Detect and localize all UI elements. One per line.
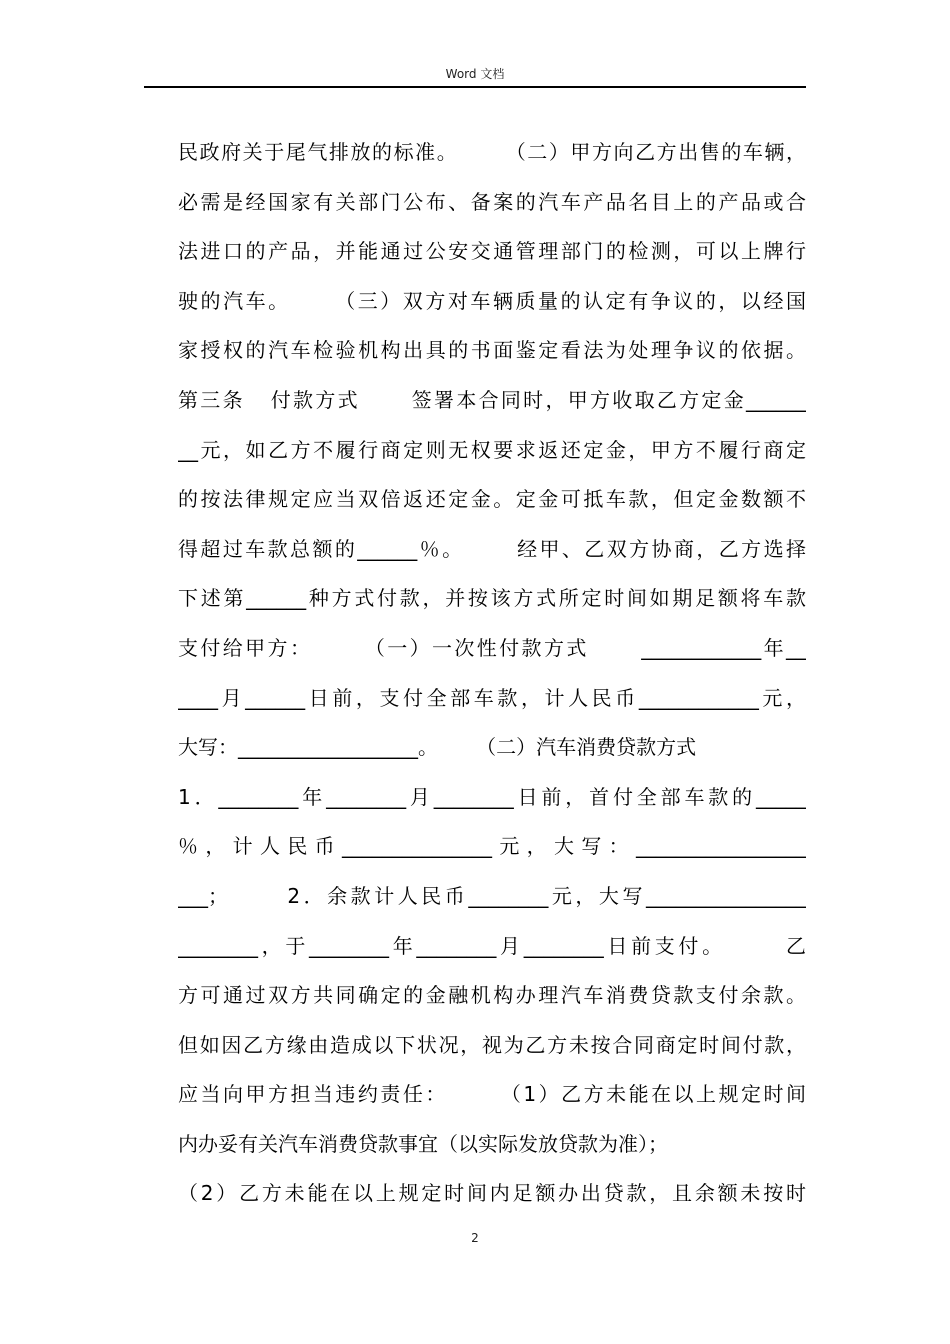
page-number: 2 — [471, 1231, 479, 1245]
text-line: 得超过车款总额的______％。 经甲、乙双方协商，乙方选择 — [178, 536, 806, 561]
text-line: 方可通过双方共同确定的金融机构办理汽车消费贷款支付余款。 — [178, 983, 806, 1008]
text-line: 必需是经国家有关部门公布、备案的汽车产品名目上的产品或合 — [178, 189, 806, 214]
text-line: 第三条 付款方式 签署本合同时，甲方收取乙方定金______ — [178, 387, 806, 412]
text-line: 应当向甲方担当违约责任： （1）乙方未能在以上规定时间 — [178, 1082, 806, 1107]
text-line: 下述第______种方式付款，并按该方式所定时间如期足额将车款 — [178, 586, 806, 611]
text-line: 的按法律规定应当双倍返还定金。定金可抵车款，但定金数额不 — [178, 487, 806, 512]
text-line: 驶的汽车。 （三）双方对车辆质量的认定有争议的，以经国 — [178, 288, 806, 313]
text-line: 内办妥有关汽车消费贷款事宜（以实际发放贷款为准）； — [178, 1131, 668, 1156]
text-line: 家授权的汽车检验机构出具的书面鉴定看法为处理争议的依据。 — [178, 338, 806, 363]
text-line: 法进口的产品，并能通过公安交通管理部门的检测，可以上牌行 — [178, 239, 806, 264]
text-line: 但如因乙方缘由造成以下状况，视为乙方未按合同商定时间付款， — [178, 1032, 806, 1057]
document-body — [178, 128, 806, 1219]
text-line: ___； 2．余款计人民币________元，大写________________ — [178, 883, 806, 908]
text-line: （2）乙方未能在以上规定时间内足额办出贷款，且余额未按时 — [178, 1181, 806, 1206]
text-line: 大写：__________________。 （二）汽车消费贷款方式 — [178, 735, 697, 760]
text-line: ________，于________年________月________日前支付。 乙 — [178, 933, 806, 958]
page-footer — [0, 1230, 950, 1246]
header-title: Word 文档 — [445, 67, 505, 81]
text-line: 支付给甲方： （一）一次性付款方式 ____________年__ — [178, 635, 806, 660]
text-line: __元，如乙方不履行商定则无权要求返还定金，甲方不履行商定 — [178, 437, 806, 462]
header-divider — [144, 86, 806, 88]
text-line: ____月______日前，支付全部车款，计人民币____________元， — [178, 685, 806, 710]
text-line: ％，计人民币_______________元，大写：_________________ — [178, 834, 806, 859]
text-line: 民政府关于尾气排放的标准。 （二）甲方向乙方出售的车辆， — [178, 140, 806, 164]
text-line: 1．________年________月________日前，首付全部车款的_____ — [178, 784, 806, 809]
page-header — [0, 66, 950, 82]
